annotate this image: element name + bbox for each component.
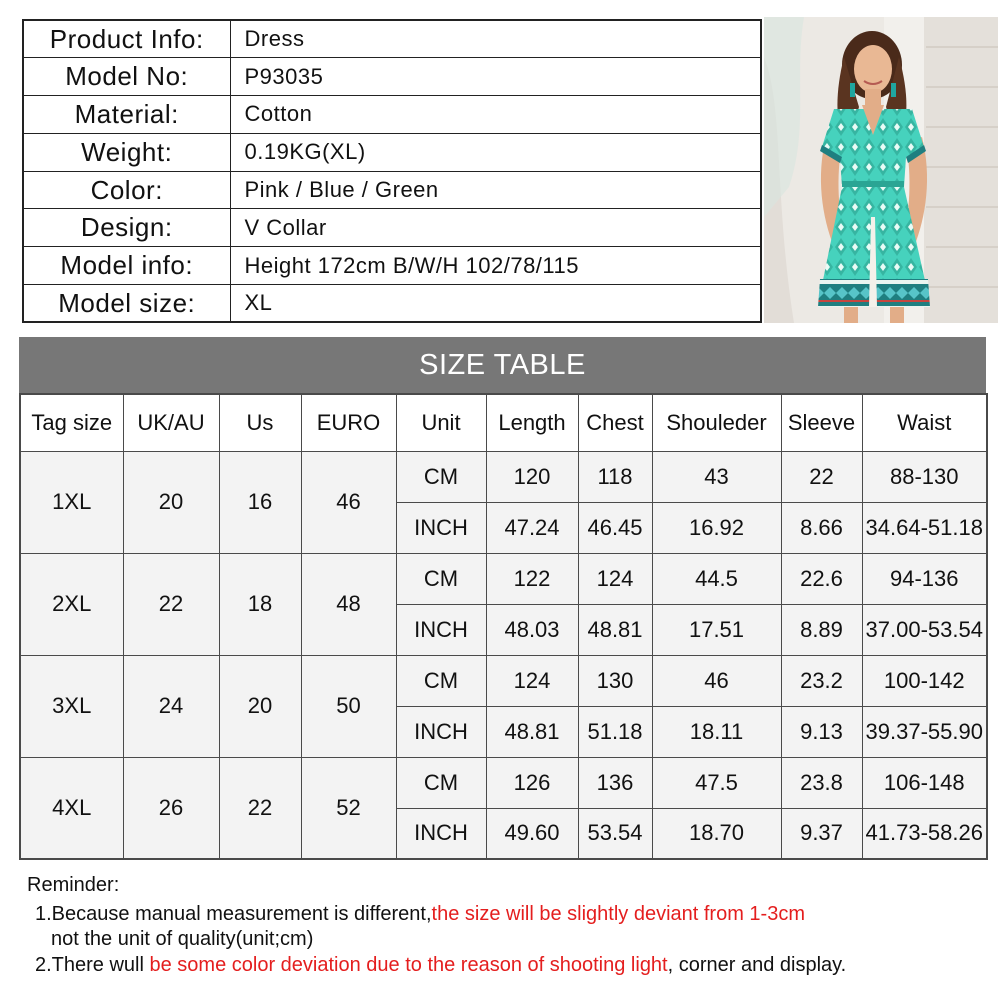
shoulder-cm-cell: 43 <box>652 451 781 502</box>
reminder-line-2-end: , corner and display. <box>667 953 847 976</box>
info-row <box>23 96 761 134</box>
length-inch-cell: 47.24 <box>486 502 578 553</box>
info-row <box>23 247 761 285</box>
waist-cm-cell: 106-148 <box>862 757 987 808</box>
size-table-header-row <box>20 394 987 451</box>
tag-size-cell: 3XL <box>20 655 123 757</box>
sleeve-cm-cell: 22 <box>781 451 862 502</box>
chest-cm-cell: 136 <box>578 757 652 808</box>
sleeve-inch-cell: 8.89 <box>781 604 862 655</box>
reminder-title: Reminder: <box>27 874 120 896</box>
unit-cm-cell: CM <box>396 655 486 706</box>
unit-inch-cell: INCH <box>396 604 486 655</box>
reminder-line-1-text: 1.Because manual measurement is different, <box>35 902 432 925</box>
model-in-dress-image <box>764 17 998 323</box>
size-header-cell: Waist <box>862 394 987 451</box>
shoulder-inch-cell: 16.92 <box>652 502 781 553</box>
chest-inch-cell: 53.54 <box>578 808 652 859</box>
info-row <box>23 133 761 171</box>
info-value: XL <box>230 285 761 323</box>
unit-cm-cell: CM <box>396 757 486 808</box>
reminder-note <box>27 873 987 978</box>
reminder-line-2-highlight: be some color deviation due to the reason of shooting light <box>149 953 668 976</box>
reminder-line-1-highlight: the size will be slightly deviant from 1-3cm <box>431 902 805 925</box>
info-row <box>23 171 761 209</box>
waist-cm-cell: 88-130 <box>862 451 987 502</box>
euro-cell: 52 <box>301 757 396 859</box>
shoulder-inch-cell: 18.11 <box>652 706 781 757</box>
waist-inch-cell: 37.00-53.54 <box>862 604 987 655</box>
size-table <box>19 393 988 860</box>
length-inch-cell: 49.60 <box>486 808 578 859</box>
shoulder-inch-cell: 17.51 <box>652 604 781 655</box>
product-photo <box>764 17 998 323</box>
euro-cell: 48 <box>301 553 396 655</box>
unit-inch-cell: INCH <box>396 502 486 553</box>
size-header-cell: UK/AU <box>123 394 219 451</box>
reminder-line-2-start: 2.There wull <box>35 953 150 976</box>
sleeve-cm-cell: 22.6 <box>781 553 862 604</box>
info-row <box>23 209 761 247</box>
info-label: Color: <box>23 171 230 209</box>
size-header-cell: Sleeve <box>781 394 862 451</box>
info-label: Model info: <box>23 247 230 285</box>
sleeve-cm-cell: 23.2 <box>781 655 862 706</box>
info-value: 0.19KG(XL) <box>230 133 761 171</box>
size-row-cm <box>20 655 987 706</box>
info-label: Model No: <box>23 58 230 96</box>
shoulder-cm-cell: 47.5 <box>652 757 781 808</box>
size-row-cm <box>20 757 987 808</box>
product-info-table <box>22 19 762 323</box>
chest-cm-cell: 118 <box>578 451 652 502</box>
uk-au-cell: 26 <box>123 757 219 859</box>
info-label: Product Info: <box>23 20 230 58</box>
size-header-cell: Tag size <box>20 394 123 451</box>
info-label: Material: <box>23 96 230 134</box>
size-header-cell: EURO <box>301 394 396 451</box>
tag-size-cell: 1XL <box>20 451 123 553</box>
info-label: Design: <box>23 209 230 247</box>
info-value: Cotton <box>230 96 761 134</box>
length-cm-cell: 126 <box>486 757 578 808</box>
info-value: V Collar <box>230 209 761 247</box>
waist-inch-cell: 39.37-55.90 <box>862 706 987 757</box>
shoulder-cm-cell: 44.5 <box>652 553 781 604</box>
sleeve-inch-cell: 9.37 <box>781 808 862 859</box>
reminder-line-2 <box>27 953 987 979</box>
chest-inch-cell: 51.18 <box>578 706 652 757</box>
sleeve-cm-cell: 23.8 <box>781 757 862 808</box>
us-cell: 16 <box>219 451 301 553</box>
sleeve-inch-cell: 9.13 <box>781 706 862 757</box>
euro-cell: 46 <box>301 451 396 553</box>
length-cm-cell: 120 <box>486 451 578 502</box>
reminder-line-1 <box>27 902 987 928</box>
size-table-title: SIZE TABLE <box>19 337 986 393</box>
sleeve-inch-cell: 8.66 <box>781 502 862 553</box>
info-row <box>23 20 761 58</box>
uk-au-cell: 24 <box>123 655 219 757</box>
size-header-cell: Unit <box>396 394 486 451</box>
info-value: Height 172cm B/W/H 102/78/115 <box>230 247 761 285</box>
chest-inch-cell: 46.45 <box>578 502 652 553</box>
reminder-line-1-continued: not the unit of quality(unit;cm) <box>51 928 314 950</box>
unit-cm-cell: CM <box>396 553 486 604</box>
us-cell: 22 <box>219 757 301 859</box>
shoulder-inch-cell: 18.70 <box>652 808 781 859</box>
waist-cm-cell: 94-136 <box>862 553 987 604</box>
length-cm-cell: 124 <box>486 655 578 706</box>
unit-cm-cell: CM <box>396 451 486 502</box>
tag-size-cell: 2XL <box>20 553 123 655</box>
waist-cm-cell: 100-142 <box>862 655 987 706</box>
size-header-cell: Shouleder <box>652 394 781 451</box>
uk-au-cell: 22 <box>123 553 219 655</box>
unit-inch-cell: INCH <box>396 706 486 757</box>
info-label: Model size: <box>23 285 230 323</box>
tag-size-cell: 4XL <box>20 757 123 859</box>
size-row-cm <box>20 451 987 502</box>
euro-cell: 50 <box>301 655 396 757</box>
us-cell: 18 <box>219 553 301 655</box>
length-inch-cell: 48.03 <box>486 604 578 655</box>
chest-inch-cell: 48.81 <box>578 604 652 655</box>
size-header-cell: Chest <box>578 394 652 451</box>
waist-inch-cell: 34.64-51.18 <box>862 502 987 553</box>
size-header-cell: Length <box>486 394 578 451</box>
unit-inch-cell: INCH <box>396 808 486 859</box>
length-cm-cell: 122 <box>486 553 578 604</box>
waist-inch-cell: 41.73-58.26 <box>862 808 987 859</box>
info-row <box>23 285 761 323</box>
size-table-section <box>19 337 986 860</box>
size-row-cm <box>20 553 987 604</box>
size-header-cell: Us <box>219 394 301 451</box>
info-row <box>23 58 761 96</box>
shoulder-cm-cell: 46 <box>652 655 781 706</box>
info-value: P93035 <box>230 58 761 96</box>
info-label: Weight: <box>23 133 230 171</box>
length-inch-cell: 48.81 <box>486 706 578 757</box>
info-value: Pink / Blue / Green <box>230 171 761 209</box>
us-cell: 20 <box>219 655 301 757</box>
uk-au-cell: 20 <box>123 451 219 553</box>
chest-cm-cell: 130 <box>578 655 652 706</box>
info-value: Dress <box>230 20 761 58</box>
chest-cm-cell: 124 <box>578 553 652 604</box>
